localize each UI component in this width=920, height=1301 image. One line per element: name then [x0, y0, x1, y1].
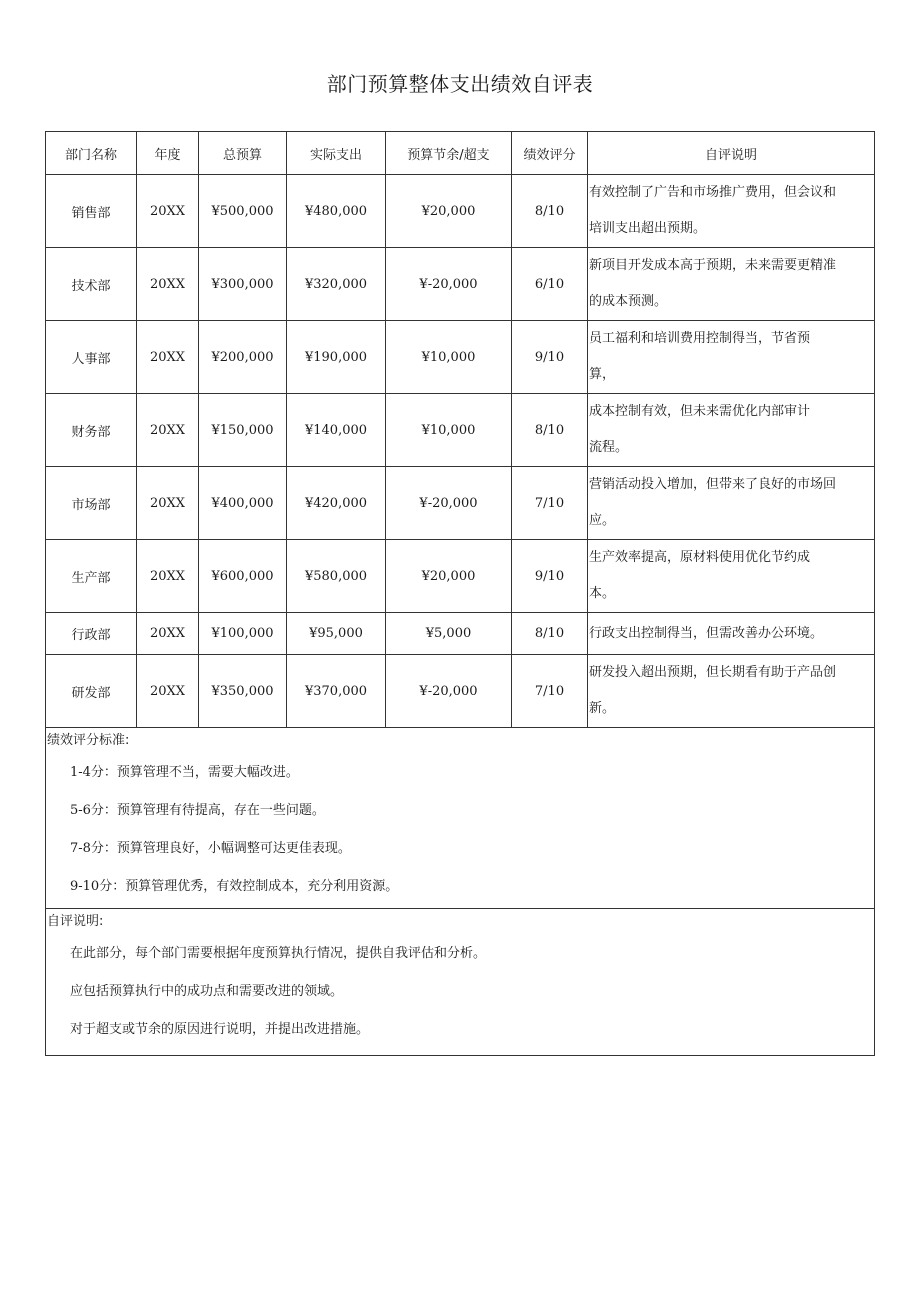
note-line-1: 员工福利和培训费用控制得当，节省预 [589, 331, 811, 346]
header-year: 年度 [137, 132, 199, 175]
note-line-1: 行政支出控制得当，但需改善办公环境。 [589, 625, 824, 641]
page-title: 部门预算整体支出绩效自评表 [326, 72, 594, 96]
cell-actual: ¥480,000 [287, 175, 386, 248]
cell-year: 20XX [137, 175, 199, 248]
cell-note [588, 175, 875, 248]
budget-table [45, 131, 875, 1056]
note-line-1: 研发投入超出预期，但长期看有助于产品创 [589, 665, 837, 680]
cell-actual: ¥580,000 [287, 540, 386, 613]
note-line-1: 生产效率提高，原材料使用优化节约成 [589, 550, 811, 565]
cell-dept: 研发部 [46, 655, 137, 728]
note-line-2: 算， [589, 367, 616, 382]
cell-actual: ¥420,000 [287, 467, 386, 540]
cell-year: 20XX [137, 467, 199, 540]
note-line-2: 流程。 [589, 440, 629, 455]
cell-year: 20XX [137, 394, 199, 467]
note-line-1: 有效控制了广告和市场推广费用，但会议和 [589, 185, 837, 200]
criteria-cell [46, 728, 875, 909]
criteria-line: 5-6分：预算管理有待提高，存在一些问题。 [70, 803, 325, 818]
cell-budget: ¥500,000 [199, 175, 287, 248]
cell-balance: ¥10,000 [386, 321, 512, 394]
cell-dept: 行政部 [46, 613, 137, 655]
cell-score: 7/10 [512, 467, 588, 540]
table-row [46, 321, 875, 394]
cell-budget: ¥200,000 [199, 321, 287, 394]
cell-score: 8/10 [512, 175, 588, 248]
cell-note [588, 655, 875, 728]
explain-line: 应包括预算执行中的成功点和需要改进的领域。 [70, 984, 344, 999]
cell-actual: ¥190,000 [287, 321, 386, 394]
cell-balance: ¥5,000 [386, 613, 512, 655]
cell-balance: ¥-20,000 [386, 467, 512, 540]
criteria-line: 9-10分：预算管理优秀，有效控制成本，充分利用资源。 [70, 879, 399, 894]
cell-year: 20XX [137, 613, 199, 655]
cell-budget: ¥100,000 [199, 613, 287, 655]
header-actual: 实际支出 [287, 132, 386, 175]
cell-actual: ¥320,000 [287, 248, 386, 321]
criteria-line: 1-4分：预算管理不当，需要大幅改进。 [70, 765, 299, 780]
cell-actual: ¥140,000 [287, 394, 386, 467]
header-note: 自评说明 [588, 132, 875, 175]
cell-budget: ¥600,000 [199, 540, 287, 613]
note-line-2: 培训支出超出预期。 [589, 221, 707, 236]
header-dept: 部门名称 [46, 132, 137, 175]
table-row [46, 175, 875, 248]
cell-actual: ¥370,000 [287, 655, 386, 728]
cell-dept: 生产部 [46, 540, 137, 613]
note-line-1: 成本控制有效，但未来需优化内部审计 [589, 404, 811, 419]
cell-note [588, 321, 875, 394]
note-line-1: 新项目开发成本高于预期，未来需要更精准 [589, 258, 837, 273]
cell-year: 20XX [137, 321, 199, 394]
cell-score: 8/10 [512, 613, 588, 655]
cell-balance: ¥20,000 [386, 175, 512, 248]
cell-note [588, 467, 875, 540]
cell-balance: ¥10,000 [386, 394, 512, 467]
explain-section [46, 909, 875, 1056]
cell-score: 8/10 [512, 394, 588, 467]
header-balance: 预算节余/超支 [386, 132, 512, 175]
cell-year: 20XX [137, 540, 199, 613]
cell-budget: ¥300,000 [199, 248, 287, 321]
explain-cell [46, 909, 875, 1056]
header-score: 绩效评分 [512, 132, 588, 175]
table-row [46, 613, 875, 655]
explain-line: 对于超支或节余的原因进行说明，并提出改进措施。 [70, 1022, 370, 1037]
note-line-2: 的成本预测。 [589, 294, 668, 309]
cell-actual: ¥95,000 [287, 613, 386, 655]
cell-score: 6/10 [512, 248, 588, 321]
cell-year: 20XX [137, 248, 199, 321]
cell-dept: 财务部 [46, 394, 137, 467]
cell-note [588, 394, 875, 467]
cell-balance: ¥-20,000 [386, 655, 512, 728]
note-line-2: 本。 [589, 586, 616, 601]
note-line-1: 营销活动投入增加，但带来了良好的市场回 [589, 477, 837, 492]
table-row [46, 248, 875, 321]
table-row [46, 655, 875, 728]
note-line-2: 新。 [589, 701, 616, 716]
cell-balance: ¥20,000 [386, 540, 512, 613]
cell-score: 9/10 [512, 321, 588, 394]
table-header-row [46, 132, 875, 175]
cell-score: 7/10 [512, 655, 588, 728]
explain-title: 自评说明: [47, 914, 104, 929]
cell-note [588, 540, 875, 613]
cell-budget: ¥400,000 [199, 467, 287, 540]
table-row [46, 540, 875, 613]
header-budget: 总预算 [199, 132, 287, 175]
cell-dept: 市场部 [46, 467, 137, 540]
cell-dept: 销售部 [46, 175, 137, 248]
criteria-line: 7-8分：预算管理良好，小幅调整可达更佳表现。 [70, 841, 351, 856]
criteria-title: 绩效评分标准: [47, 733, 130, 748]
cell-score: 9/10 [512, 540, 588, 613]
cell-dept: 技术部 [46, 248, 137, 321]
cell-note [588, 613, 875, 655]
explain-line: 在此部分，每个部门需要根据年度预算执行情况，提供自我评估和分析。 [70, 946, 487, 961]
table-row [46, 467, 875, 540]
criteria-section [46, 728, 875, 909]
cell-note [588, 248, 875, 321]
cell-budget: ¥150,000 [199, 394, 287, 467]
note-line-2: 应。 [589, 513, 616, 528]
cell-budget: ¥350,000 [199, 655, 287, 728]
table-row [46, 394, 875, 467]
cell-balance: ¥-20,000 [386, 248, 512, 321]
cell-year: 20XX [137, 655, 199, 728]
cell-dept: 人事部 [46, 321, 137, 394]
